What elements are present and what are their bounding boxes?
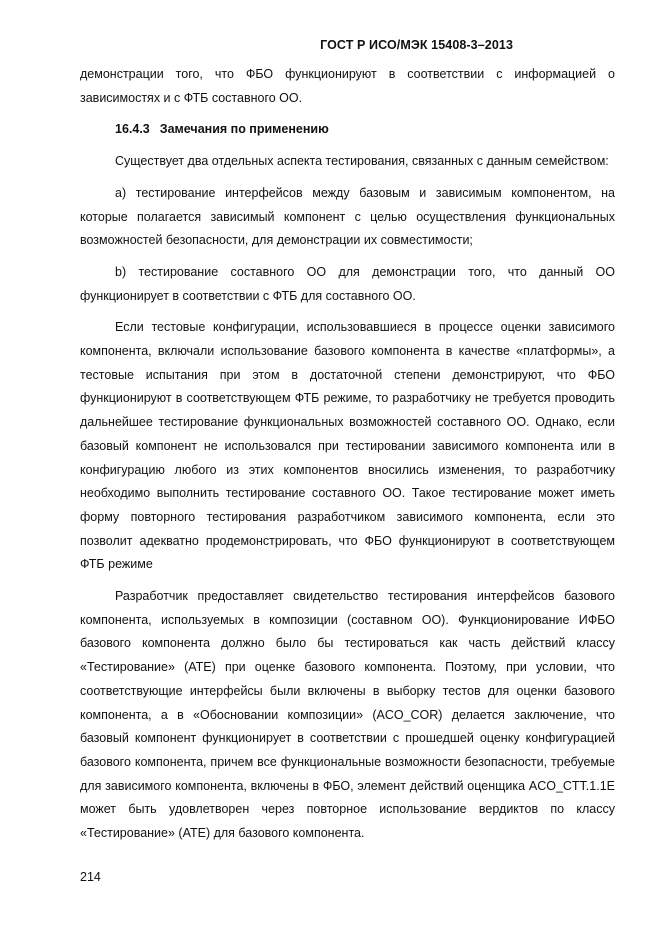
section-number: 16.4.3 <box>115 122 150 137</box>
section-heading <box>80 118 615 142</box>
paragraph-intro: Существует два отдельных аспекта тестирования, связанных с данным семейством: <box>115 154 609 169</box>
list-item-a: a) тестирование интерфейсов между базовым и зависимым компонентом, на которые полагается зависимый компонент с целью осуществления функциональных возможностей безопасности, для демонстрации их совместимости; <box>80 185 615 248</box>
page-number: 214 <box>80 870 101 884</box>
running-header: ГОСТ Р ИСО/МЭК 15408-3–2013 <box>320 38 513 52</box>
paragraph-continuation: демонстрации того, что ФБО функционируют в соответствии с информацией о зависимостях и с ФТБ составного ОО. <box>80 67 615 105</box>
paragraph-test-config: Если тестовые конфигурации, использовавшиеся в процессе оценки зависимого компонента, включали использование базового компонента в качестве «платформы», а тестовые испытания при этом в достаточной степени демонстрируют, что ФБО функционируют в соответствующем ФТБ режиме, то разработчику не требуется проводить дальнейшее тестирование функциональных возможностей составного ОО. Однако, если базовый компонент не использовался при тестировании зависимого компонента или в конфигурацию любого из этих компонентов вносились изменения, то разработчику необходимо выполнить тестирование составного ОО. Такое тестирование может иметь форму повторного тестирования разработчиком зависимого компонента, если это позволит адекватно продемонстрировать, что ФБО функционируют в соответствующем ФТБ режиме <box>80 320 615 572</box>
page-body <box>80 63 615 846</box>
paragraph-developer-evidence: Разработчик предоставляет свидетельство тестирования интерфейсов базового компонента, используемых в композиции (составном ОО). Функционирование ИФБО базового компонента должно было бы тестироваться как часть действий классу «Тестирование» (ATE) при оценке базового компонента. Поэтому, при условии, что соответствующие интерфейсы были включены в выборку тестов для оценки базового компонента, а в «Обосновании композиции» (ACO_COR) делается заключение, что базовый компонент функционирует в соответствии с прошедшей оценку конфигурацией базового компонента, причем все функциональные возможности безопасности, требуемые для зависимого компонента, включены в ФБО, элемент действий оценщика ACO_CTT.1.1E может быть удовлетворен через повторное использование вердиктов по классу «Тестирование» (ATE) для базового компонента. <box>80 589 615 841</box>
section-title: Замечания по применению <box>159 122 329 137</box>
list-item-b: b) тестирование составного ОО для демонстрации того, что данный ОО функционирует в соответствии с ФТБ для составного ОО. <box>80 264 615 303</box>
